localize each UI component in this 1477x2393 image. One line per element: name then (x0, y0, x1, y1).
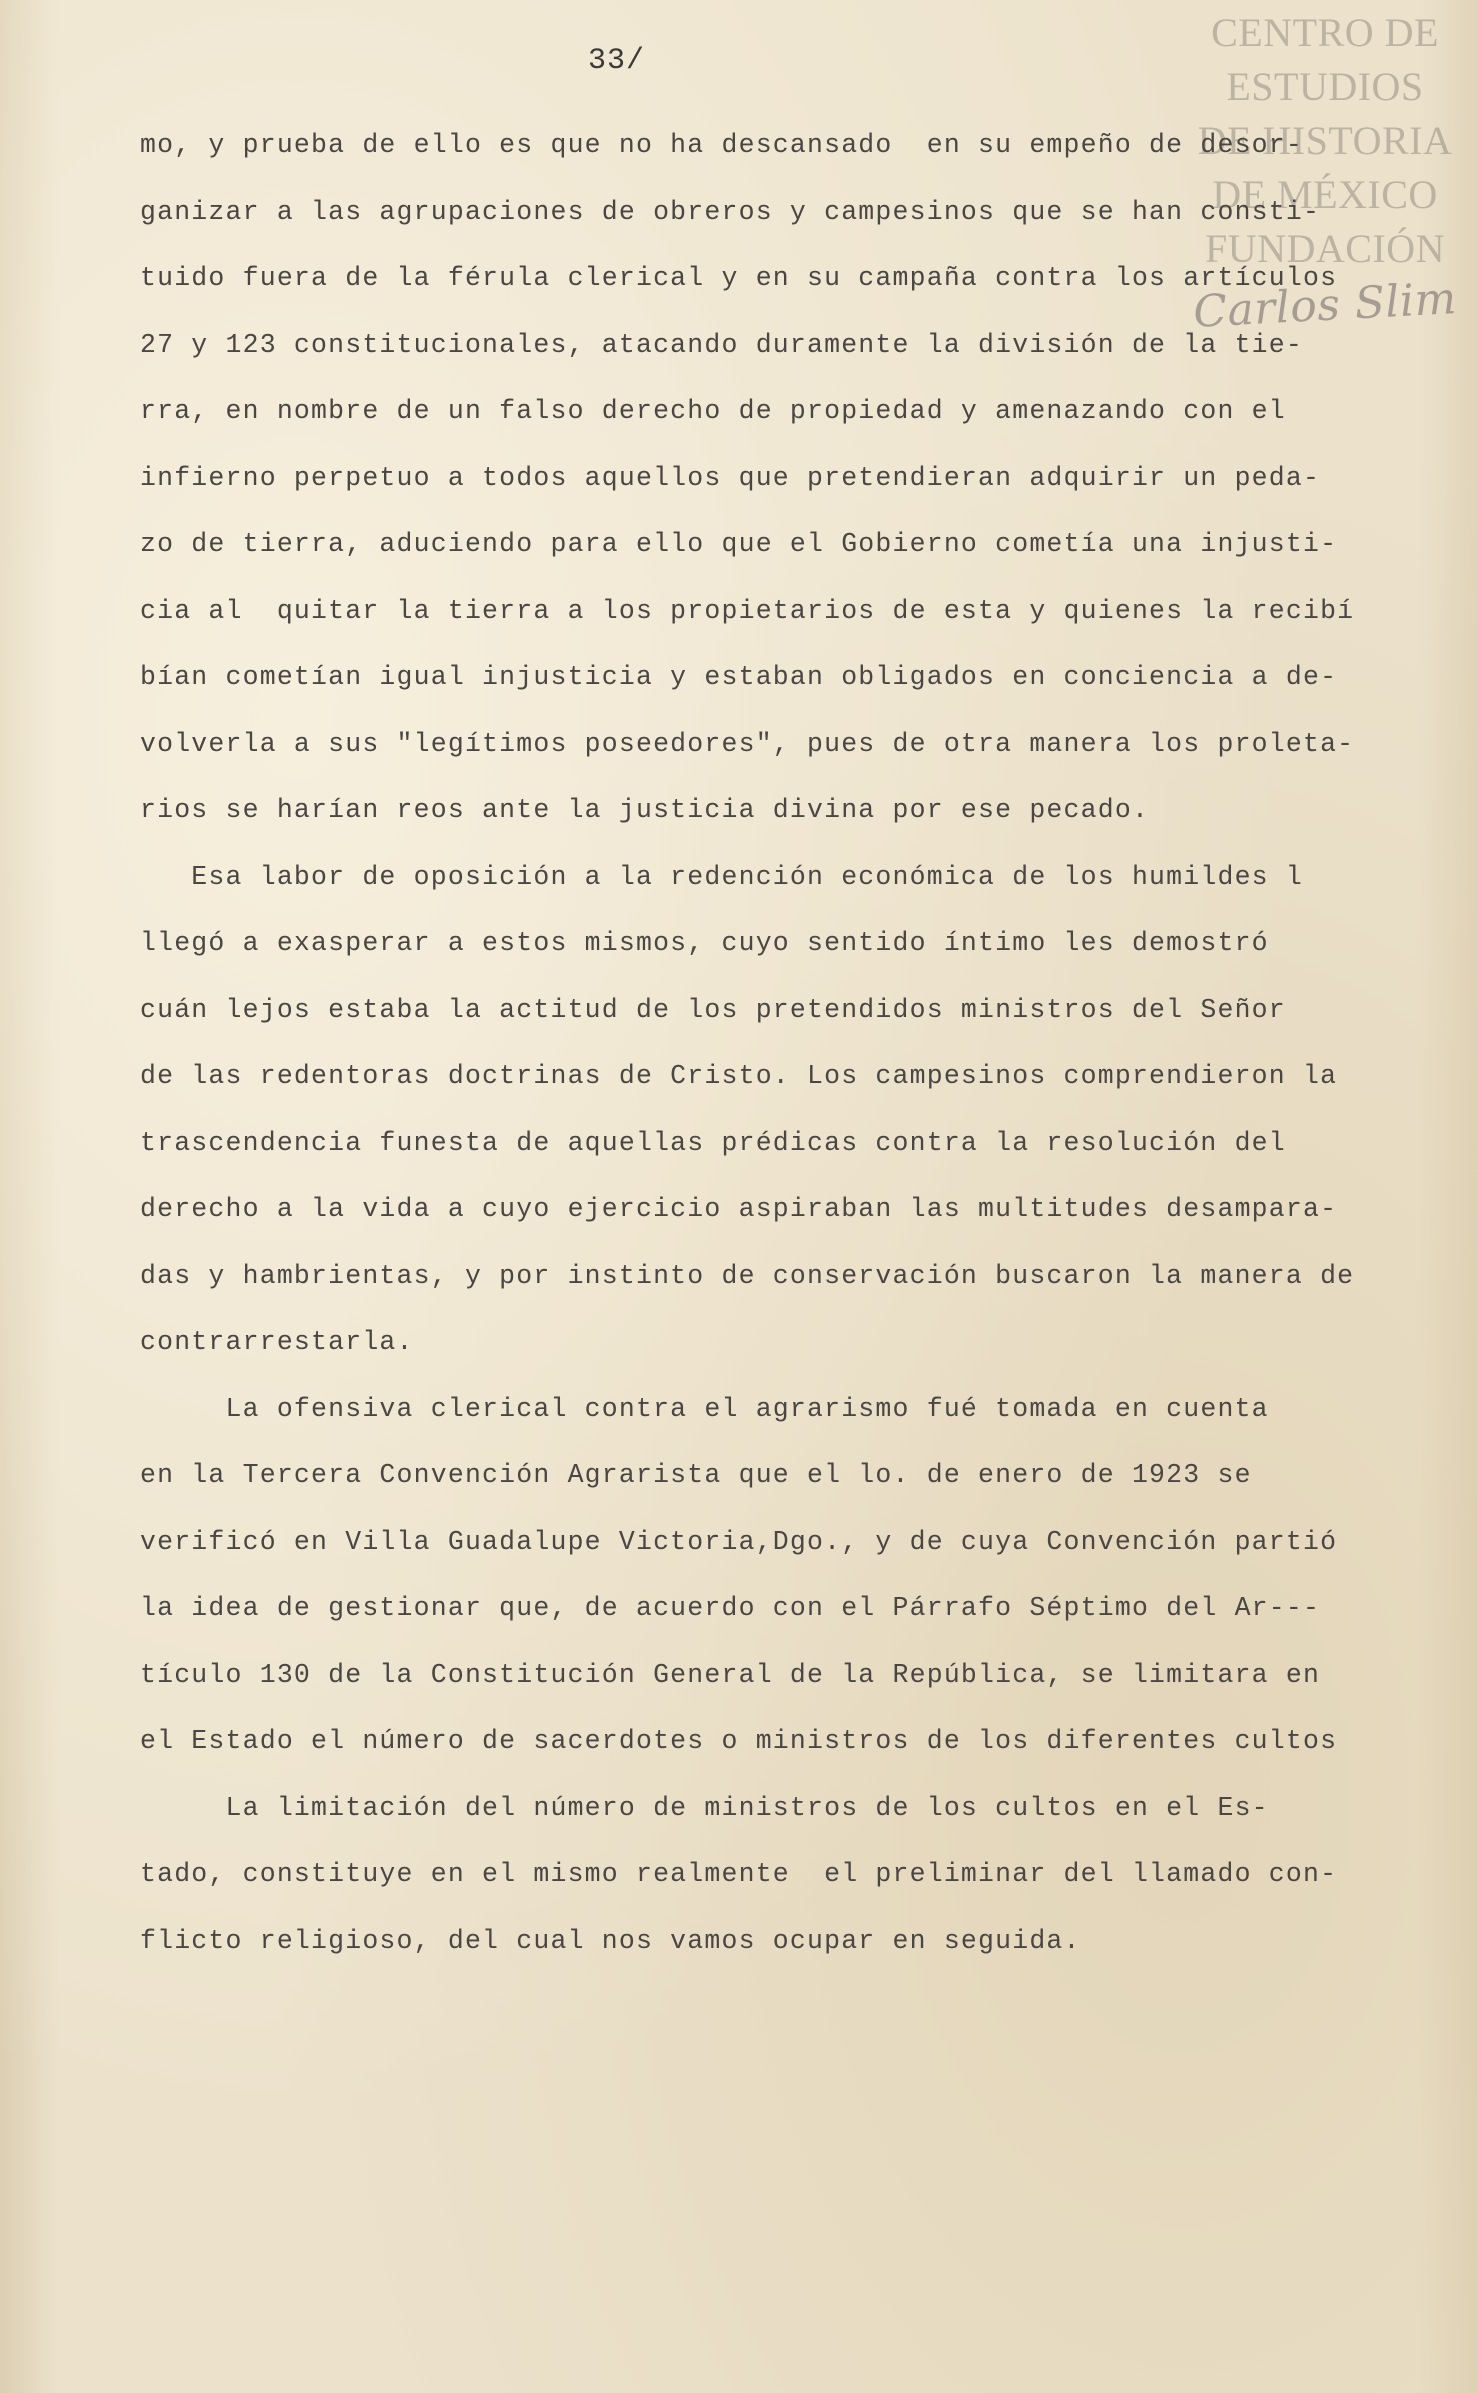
text-line: zo de tierra, aduciendo para ello que el Gobierno cometía una injusti- (140, 529, 1338, 559)
page-number: 33/ (588, 44, 646, 78)
text-line: cia al quitar la tierra a los propietarios de esta y quienes la recibí (140, 595, 1355, 626)
text-line: volverla a sus "legítimos poseedores", pues de otra manera los proleta- (140, 728, 1355, 759)
text-line: La limitación del número de ministros de los cultos en el Es- (140, 1792, 1269, 1823)
text-line: bían cometían igual injusticia y estaban obligados en conciencia a de- (140, 662, 1338, 692)
text-line: tuido fuera de la férula clerical y en su campaña contra los artículos (140, 263, 1338, 293)
text-line: Esa labor de oposición a la redención económica de los humildes l (140, 861, 1303, 892)
text-line: 27 y 123 constitucionales, atacando duramente la división de la tie- (140, 329, 1303, 360)
text-line: verificó en Villa Guadalupe Victoria,Dgo., y de cuya Convención partió (140, 1526, 1338, 1557)
text-line: tado, constituye en el mismo realmente el preliminar del llamado con- (140, 1859, 1338, 1889)
text-line: mo, y prueba de ello es que no ha descansado en su empeño de desor- (140, 130, 1303, 160)
text-line: flicto religioso, del cual nos vamos ocupar en seguida. (140, 1925, 1081, 1956)
text-line: La ofensiva clerical contra el agrarismo fué tomada en cuenta (140, 1393, 1269, 1424)
text-line: la idea de gestionar que, de acuerdo con el Párrafo Séptimo del Ar--- (140, 1593, 1321, 1623)
text-line: tículo 130 de la Constitución General de la República, se limitara en (140, 1659, 1321, 1690)
text-line: derecho a la vida a cuyo ejercicio aspiraban las multitudes desampara- (140, 1194, 1338, 1224)
text-line: trascendencia funesta de aquellas prédicas contra la resolución del (140, 1127, 1286, 1158)
text-line: de las redentoras doctrinas de Cristo. Los campesinos comprendieron la (140, 1061, 1338, 1091)
text-line: contrarrestarla. (140, 1327, 414, 1357)
text-line: ganizar a las agrupaciones de obreros y campesinos que se han consti- (140, 196, 1321, 227)
text-line: cuán lejos estaba la actitud de los pretendidos ministros del Señor (140, 994, 1286, 1025)
text-line: das y hambrientas, y por instinto de conservación buscaron la manera de (140, 1260, 1355, 1291)
watermark-line-1: CENTRO DE (1211, 10, 1439, 55)
text-line: rios se harían reos ante la justicia divina por ese pecado. (140, 795, 1150, 825)
text-line: infierno perpetuo a todos aquellos que pretendieran adquirir un peda- (140, 462, 1321, 493)
text-line: llegó a exasperar a estos mismos, cuyo sentido íntimo les demostró (140, 928, 1269, 958)
watermark-line-3: DE HISTORIA (1197, 118, 1453, 163)
watermark-line-4: DE MÉXICO (1212, 172, 1438, 217)
watermark-line-2: ESTUDIOS (1226, 64, 1424, 109)
text-line: en la Tercera Convención Agrarista que el lo. de enero de 1923 se (140, 1460, 1252, 1490)
text-line: el Estado el número de sacerdotes o ministros de los diferentes cultos (140, 1726, 1338, 1756)
watermark-line-5: FUNDACIÓN (1204, 226, 1446, 271)
text-line: rra, en nombre de un falso derecho de propiedad y amenazando con el (140, 396, 1286, 426)
typewritten-body (140, 112, 1470, 1974)
watermark-signature: Carlos Slim (1192, 273, 1458, 338)
